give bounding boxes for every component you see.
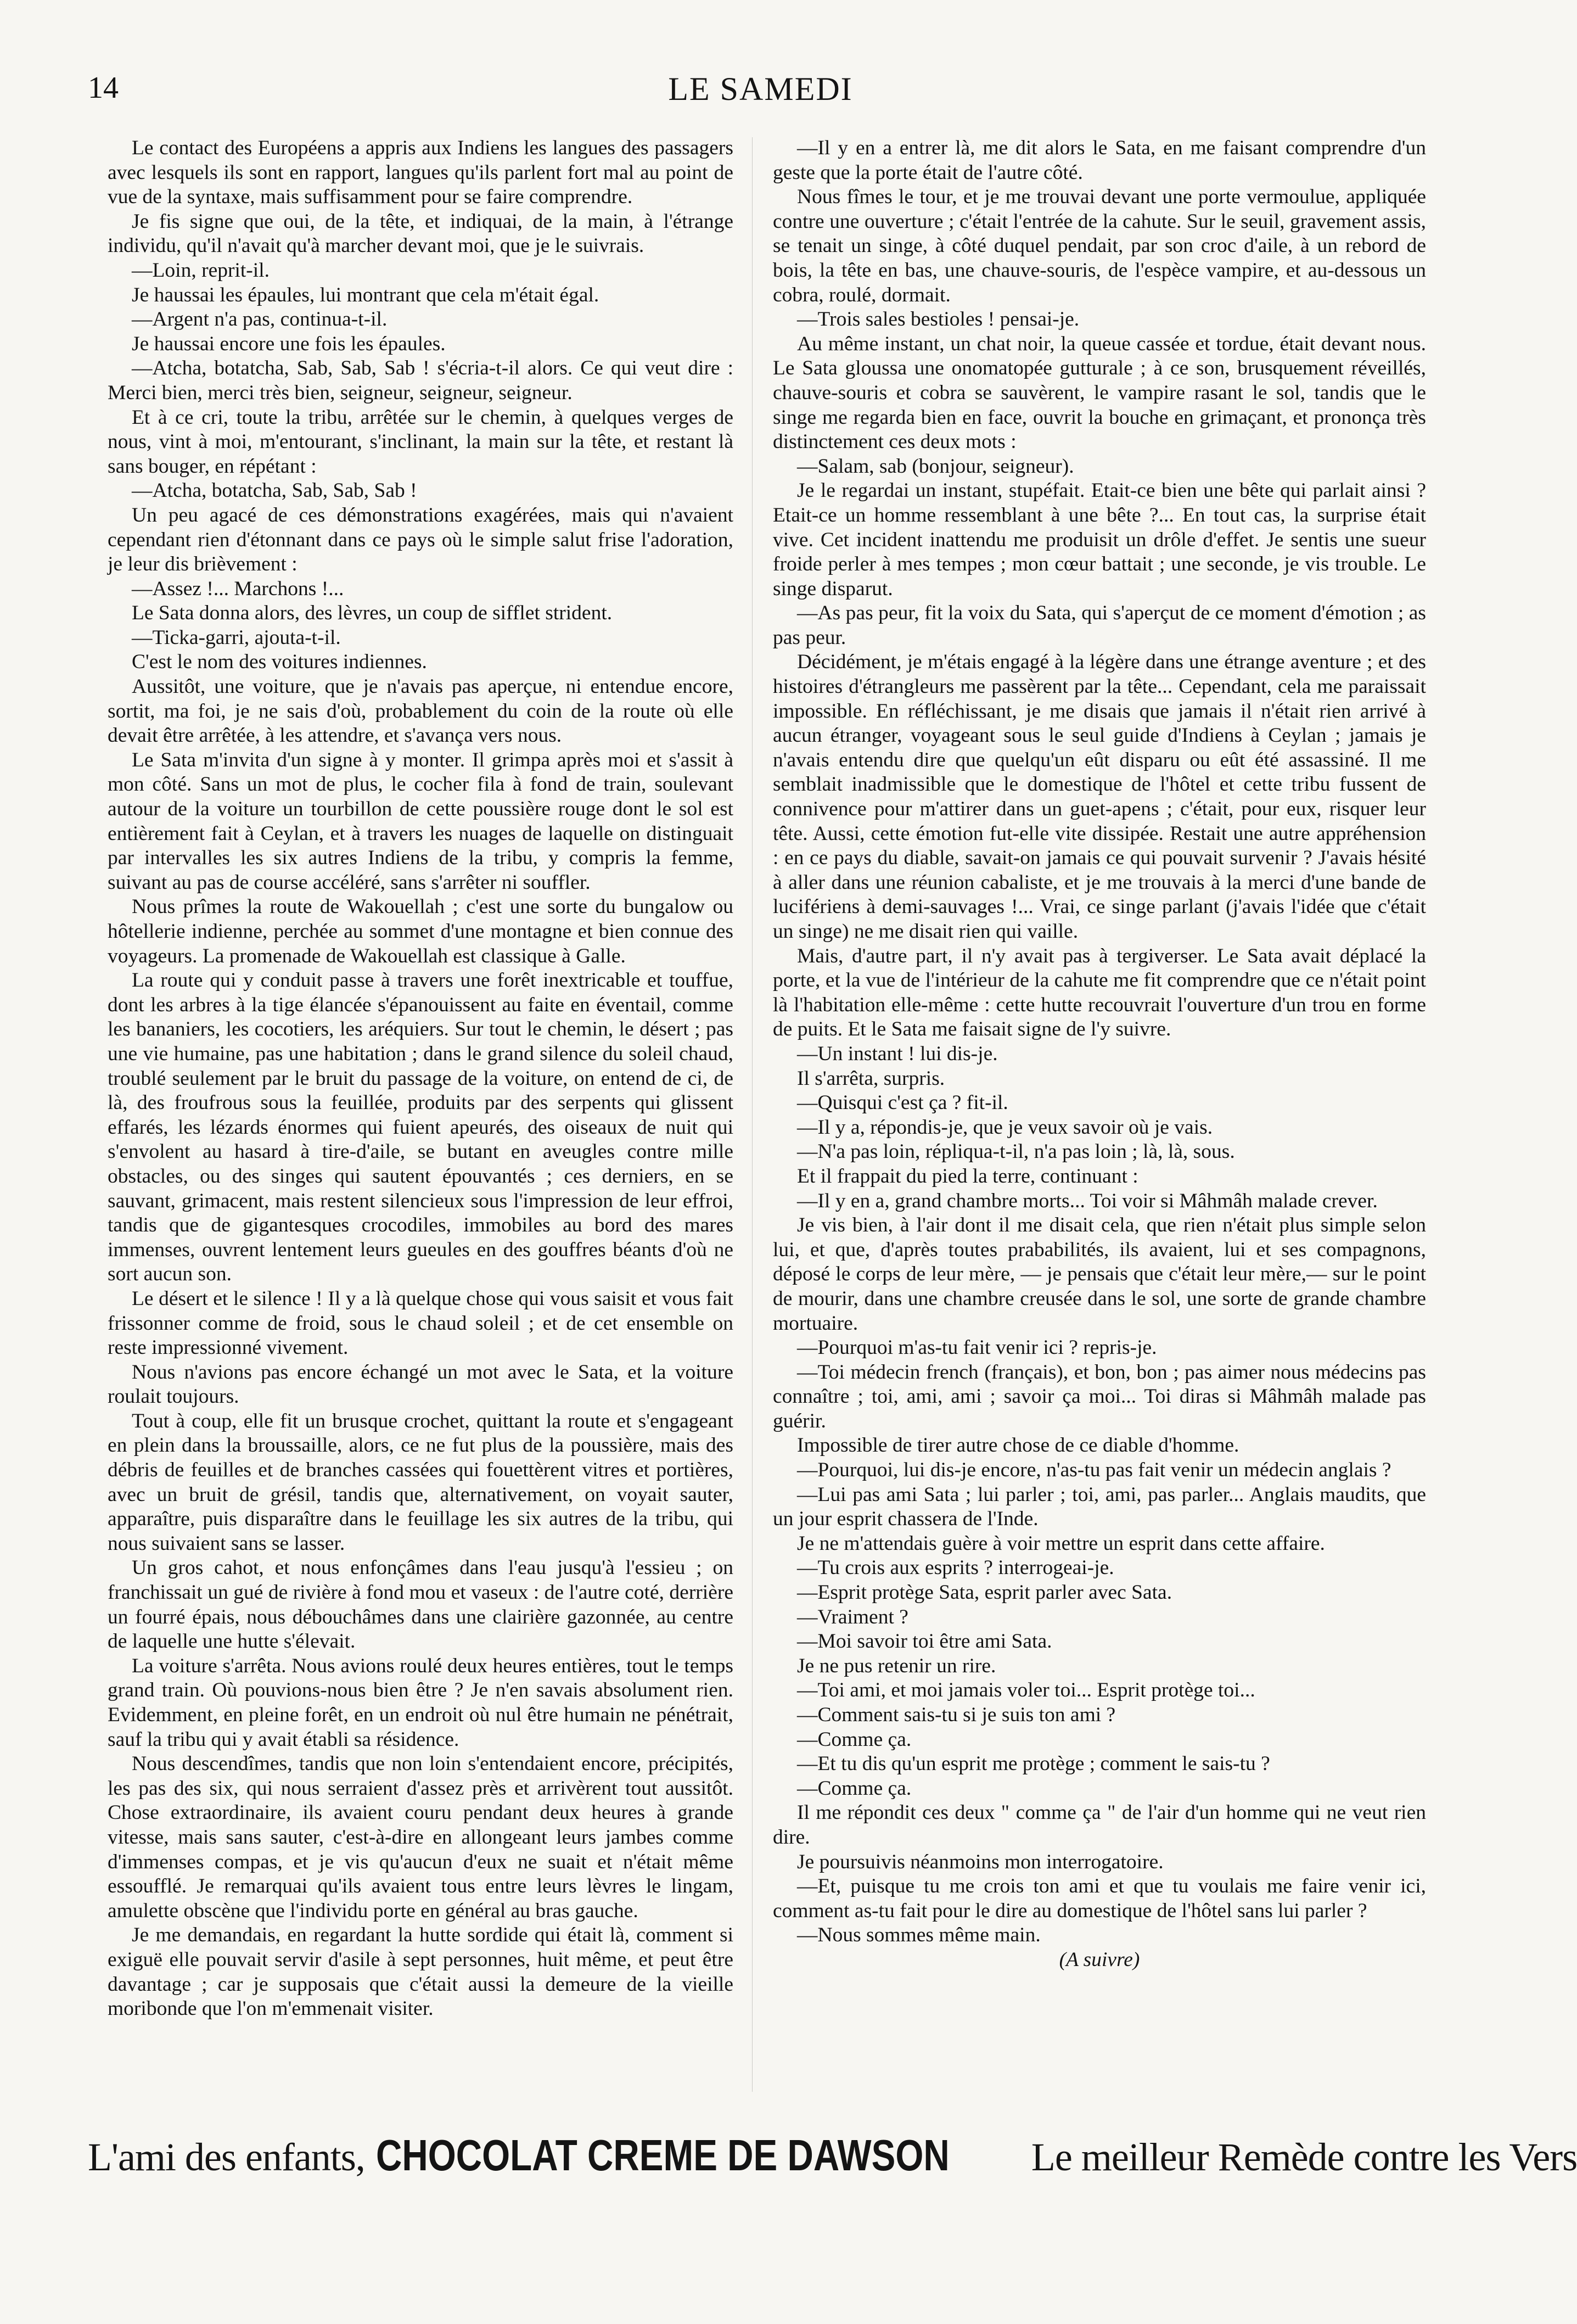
to-be-continued: (A suivre) (1059, 1948, 1140, 1971)
paragraph: Le contact des Européens a appris aux Indiens les langues des passagers avec lesquels ils sont en rapport, langues qu'ils parlent fort mal au point de vue de la syntaxe, mais suffisamment pour se faire comprendre. (108, 137, 733, 209)
ad-right-text: Le meilleur Remède contre les Vers (1031, 2135, 1577, 2179)
paragraph: —Comme ça. (797, 1728, 912, 1751)
paragraph: Au même instant, un chat noir, la queue cassée et tordue, était devant nous. Le Sata gloussa une onomatopée gutturale ; à ce son, brusquement réveillés, chauve-souris et cobra se sauvèrent, le vampire rasant le sol, tandis que le singe me regarda bien en face, ouvrit la bouche en grimaçant, et prononça très distinctement ces deux mots : (773, 332, 1426, 453)
paragraph: Aussitôt, une voiture, que je n'avais pas aperçue, ni entendue encore, sortit, ma foi, je ne sais d'où, probablement du coin de la route où elle devait être arrêtée, à les attendre, et s'avança vers nous. (108, 675, 733, 747)
paragraph: —Moi savoir toi être ami Sata. (797, 1630, 1052, 1653)
paragraph: —Esprit protège Sata, esprit parler avec Sata. (797, 1581, 1172, 1604)
column-divider (752, 137, 753, 2092)
paragraph: —Il y a, répondis-je, que je veux savoir où je vais. (797, 1116, 1213, 1139)
paragraph: —Atcha, botatcha, Sab, Sab, Sab ! s'écria-t-il alors. Ce qui veut dire : Merci bien, merci très bien, seigneur, seigneur, seigneur. (108, 357, 733, 404)
paragraph: La voiture s'arrêta. Nous avions roulé deux heures entières, tout le temps grand train. Où pouvions-nous bien être ? Je n'en savais absolument rien. Evidemment, en pleine forêt, en un endroit où nul être humain ne pénétrait, sauf la tribu qui y avait établi sa résidence. (108, 1654, 733, 1751)
paragraph: —Loin, reprit-il. (132, 259, 270, 282)
paragraph: —Comment sais-tu si je suis ton ami ? (797, 1704, 1116, 1726)
advertisement-banner (88, 2130, 1577, 2191)
paragraph: —Trois sales bestioles ! pensai-je. (797, 308, 1080, 331)
paragraph: Et à ce cri, toute la tribu, arrêtée sur le chemin, à quelques verges de nous, vint à moi, m'entourant, s'inclinant, la main sur la tête, et restant là sans bouger, en répétant : (108, 406, 733, 478)
paragraph: —As pas peur, fit la voix du Sata, qui s'aperçut de ce moment d'émotion ; as pas peur. (773, 602, 1426, 649)
right-column (773, 136, 1426, 1973)
paragraph: Je haussai encore une fois les épaules. (132, 332, 446, 355)
paragraph: Je me demandais, en regardant la hutte sordide qui était là, comment si exiguë elle pouvait servir d'asile à sept personnes, huit même, et peut être davantage ; car je supposais que c'était aussi la demeure de la vieille moribonde que l'on m'emmenait visiter. (108, 1924, 733, 2020)
paragraph: —Toi médecin french (français), et bon, bon ; pas aimer nous médecins pas connaître ; toi, ami, ami ; savoir ça moi... Toi diras si Mâhmâh malade pas guérir. (773, 1360, 1426, 1432)
paragraph: —Comme ça. (797, 1777, 912, 1800)
paragraph: —Toi ami, et moi jamais voler toi... Esprit protège toi... (797, 1679, 1255, 1702)
paragraph: —Pourquoi, lui dis-je encore, n'as-tu pas fait venir un médecin anglais ? (797, 1459, 1391, 1482)
journal-title: LE SAMEDI (668, 71, 853, 107)
left-column (108, 136, 733, 2021)
paragraph: —Atcha, botatcha, Sab, Sab, Sab ! (132, 479, 417, 502)
paragraph: —Et tu dis qu'un esprit me protège ; comment le sais-tu ? (797, 1752, 1270, 1776)
paragraph: Tout à coup, elle fit un brusque crochet, quittant la route et s'engageant en plein dans la broussaille, alors, ce ne fut plus de la poussière, mais des débris de feuilles et de branches cassées qui fouettèrent vitres et portières, avec un bruit de grésil, tandis que, alternativement, on voyait sauter, apparaître, puis disparaître dans le feuillage les six autres de la tribu, qui nous suivaient sans se lasser. (108, 1409, 733, 1555)
paragraph: Le Sata donna alors, des lèvres, un coup de sifflet strident. (132, 602, 613, 625)
paragraph: Et il frappait du pied la terre, continuant : (797, 1164, 1138, 1188)
paragraph: —Vraiment ? (797, 1605, 908, 1628)
paragraph: Nous descendîmes, tandis que non loin s'entendaient encore, précipités, les pas des six, qui nous serraient d'assez près et arrivèrent tout aussitôt. Chose extraordinaire, ils avaient couru pendant deux heures à grande vitesse, mais sans sauter, c'est-à-dire en allongeant leurs jambes comme d'immenses compas, et je vis qu'aucun d'eux ne suait et n'était même essoufflé. Je remarquai qu'ils avaient tous entre leurs lèvres le lingam, amulette obscène que l'individu porte en général au bras gauche. (108, 1752, 733, 1922)
ad-brand-text: CHOCOLAT CREME DE DAWSON (375, 2131, 950, 2180)
paragraph: Je haussai les épaules, lui montrant que cela m'était égal. (132, 283, 599, 306)
paragraph: Je vis bien, à l'air dont il me disait cela, que rien n'était plus simple selon lui, et que, d'après toutes prababilités, ils avaient, lui et ses compagnons, déposé le corps de leur mère, — je pensais que c'était leur mère,— sur le point de mourir, dans une chambre creusée dans le sol, une sorte de grande chambre mortuaire. (773, 1214, 1426, 1335)
paragraph: Nous n'avions pas encore échangé un mot avec le Sata, et la voiture roulait toujours. (108, 1360, 733, 1408)
paragraph: Un gros cahot, et nous enfonçâmes dans l'eau jusqu'à l'essieu ; on franchissait un gué de rivière à fond mou et vaseux : de l'autre coté, derrière un fourré épais, nous débouchâmes dans une clairière gazonnée, au centre de laquelle une hutte s'élevait. (108, 1556, 733, 1653)
paragraph: —Et, puisque tu me crois ton ami et que tu voulais me faire venir ici, comment as-tu fait pour le dire au domestique de l'hôtel sans lui parler ? (773, 1875, 1426, 1922)
paragraph: Mais, d'autre part, il n'y avait pas à tergiverser. Le Sata avait déplacé la porte, et la vue de l'intérieur de la cahute me fit comprendre que ce n'était point là l'habitation elle-même : cette hutte recouvrait l'ouverture d'un trou en forme de puits. Et le Sata me faisait signe de l'y suivre. (773, 944, 1426, 1041)
paragraph: —Il y en a entrer là, me dit alors le Sata, en me faisant comprendre d'un geste que la porte était de l'autre côté. (773, 137, 1426, 184)
paragraph: Il me répondit ces deux " comme ça " de l'air d'un homme qui ne veut rien dire. (773, 1801, 1426, 1849)
paragraph: —Un instant ! lui dis-je. (797, 1042, 998, 1065)
paragraph: Il s'arrêta, surpris. (797, 1067, 945, 1090)
page-header (88, 70, 1433, 120)
paragraph: —Il y en a, grand chambre morts... Toi voir si Mâhmâh malade crever. (797, 1189, 1378, 1212)
paragraph: —Argent n'a pas, continua-t-il. (132, 308, 388, 331)
paragraph: Un peu agacé de ces démonstrations exagérées, mais qui n'avaient cependant rien d'étonnant dans ce pays où le simple salut frise l'adoration, je leur dis brièvement : (108, 503, 733, 576)
paragraph: —Lui pas ami Sata ; lui parler ; toi, ami, pas parler... Anglais maudits, que un jour esprit chassera de l'Inde. (773, 1483, 1426, 1531)
paragraph: —Salam, sab (bonjour, seigneur). (797, 455, 1074, 478)
paragraph: —N'a pas loin, répliqua-t-il, n'a pas loin ; là, là, sous. (797, 1140, 1235, 1163)
paragraph: Je fis signe que oui, de la tête, et indiquai, de la main, à l'étrange individu, qu'il n'avait qu'à marcher devant moi, que je le suivrais. (108, 210, 733, 257)
paragraph: —Tu crois aux esprits ? interrogeai-je. (797, 1556, 1114, 1580)
page-number: 14 (88, 71, 119, 105)
paragraph: —Quisqui c'est ça ? fit-il. (797, 1091, 1008, 1115)
paragraph: Impossible de tirer autre chose de ce diable d'homme. (797, 1434, 1239, 1457)
paragraph: Je le regardai un instant, stupéfait. Etait-ce bien une bête qui parlait ainsi ? Etait-ce un homme ressemblant à une bête ?... En tout cas, la surprise était vive. Cet incident inattendu me produisit un drôle d'effet. Je sentis une sueur froide perler à mes tempes ; mon cœur battait ; une seconde, je vis trouble. Le singe disparut. (773, 479, 1426, 600)
paragraph: —Assez !... Marchons !... (132, 577, 344, 600)
paragraph: Nous prîmes la route de Wakouellah ; c'est une sorte du bungalow ou hôtellerie indienne, perchée au sommet d'une montagne et bien connue des voyageurs. La promenade de Wakouellah est classique à Galle. (108, 895, 733, 967)
paragraph: —Ticka-garri, ajouta-t-il. (132, 626, 341, 649)
paragraph: La route qui y conduit passe à travers une forêt inextricable et touffue, dont les arbres à la tige élancée s'épanouissent au faite en éventail, comme les bananiers, les cocotiers, les aréquiers. Sur tout le chemin, le désert ; pas une vie humaine, pas une habitation ; dans le grand silence du soleil chaud, troublé seulement par le bruit du passage de la voiture, on entend de ci, de là, des froufrous sous la feuillée, produits par des serpents qui glissent effarés, les lézards énormes qui fuient apeurés, des oiseaux de nuit qui s'envolent au hasard à tire-d'aile, se butant en aveugles contre mille obstacles, ou des singes qui sautent épouvantés ; ces derniers, en se sauvant, grimacent, mais restent silencieux sous l'impression de leur effroi, tandis que de gigantesques crocodiles, immobiles au bord des mares immenses, ouvrent lentement leurs gueules en des gouffres béants d'où ne sort aucun son. (108, 969, 733, 1286)
paragraph: Je ne m'attendais guère à voir mettre un esprit dans cette affaire. (797, 1532, 1325, 1555)
paragraph: Je ne pus retenir un rire. (797, 1654, 996, 1677)
paragraph: C'est le nom des voitures indiennes. (132, 651, 427, 674)
paragraph: Le désert et le silence ! Il y a là quelque chose qui vous saisit et vous fait frissonner comme de froid, sous le chaud soleil ; et de cet ensemble on reste impressionné vivement. (108, 1287, 733, 1359)
paragraph: Je poursuivis néanmoins mon interrogatoire. (797, 1850, 1164, 1873)
paragraph: —Nous sommes même main. (797, 1924, 1041, 1947)
paragraph: —Pourquoi m'as-tu fait venir ici ? repris-je. (797, 1336, 1157, 1359)
paragraph: Le Sata m'invita d'un signe à y monter. Il grimpa après moi et s'assit à mon côté. Sans un mot de plus, le cocher fila à fond de train, soulevant autour de la voiture un tourbillon de cette poussière rouge dont le sol est entièrement fait à Ceylan, et à travers les nuages de laquelle on distinguait par intervalles les six autres Indiens de la tribu, y compris la femme, suivant au pas de course accéléré, sans s'arrêter ni souffler. (108, 748, 733, 894)
paragraph: Décidément, je m'étais engagé à la légère dans une étrange aventure ; et des histoires d'étrangleurs me passèrent par la tête... Cependant, cela me paraissait impossible. En réfléchissant, je me disais que jamais il n'était rien arrivé à aucun étranger, voyageant sous le seul guide d'Indiens à Ceylan ; jamais je n'avais entendu dire que quelqu'un eût disparu ou eût été assassiné. Il me semblait inadmissible que le domestique de l'hôtel et cette tribu fussent de connivence pour m'attirer dans un guet-apens ; c'était, pour eux, risquer leur tête. Aussi, cette émotion fut-elle vite dissipée. Restait une autre appréhension : en ce pays du diable, savait-on jamais ce qui pouvait survenir ? J'avais hésité à aller dans une réunion cabaliste, et je me trouvais à la merci d'une bande de lucifériens à demi-sauvages !... Vrai, ce singe parlant (j'avais l'idée que c'était un singe) ne me disait rien qui vaille. (773, 651, 1426, 943)
paragraph: Nous fîmes le tour, et je me trouvai devant une porte vermoulue, appliquée contre une ouverture ; c'était l'entrée de la cahute. Sur le seuil, gravement assis, se tenait un singe, à côté duquel pendait, par son croc d'aile, à un rebord de bois, la tête en bas, une chauve-souris, de l'espèce vampire, et au-dessous un cobra, roulé, dormait. (773, 186, 1426, 306)
ad-left-text: L'ami des enfants, (88, 2135, 365, 2179)
